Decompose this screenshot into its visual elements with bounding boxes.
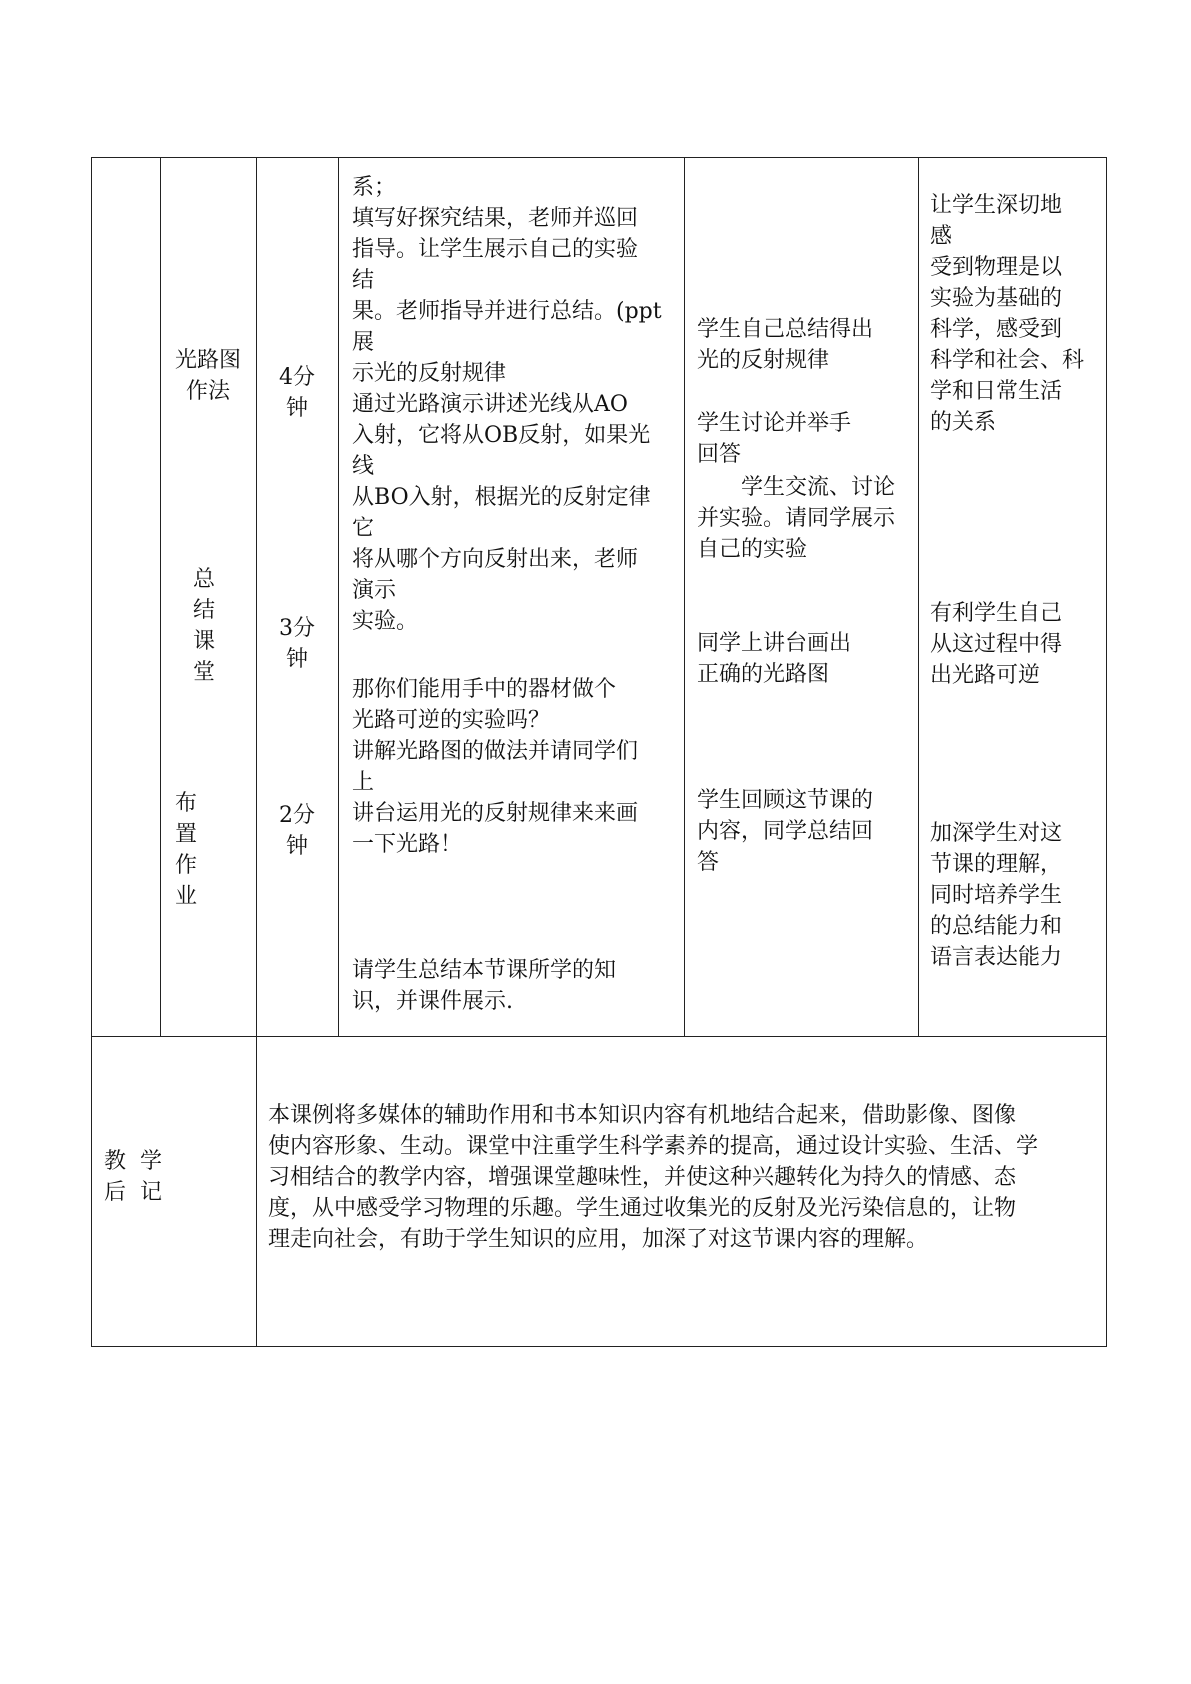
column-divider — [256, 157, 257, 1347]
table-bottom-border — [91, 1346, 1107, 1347]
table-top-border — [91, 157, 1107, 158]
teacher-activity-block-2: 那你们能用手中的器材做个 光路可逆的实验吗？ 讲解光路图的做法并请同学们 上 讲台运用光的反射规律来来画 一下光路！ — [352, 677, 639, 857]
teacher-activity-block-1: 系； 填写好探究结果，老师并巡回 指导。让学生展示自己的实验 结 果。老师指导并进行总结。(ppt 展 示光的反射规律 通过光路演示讲述光线从AO 入射，它将从OB反射，如果光 线 从BO入射，根据光的反射定律 它 将从哪个方向反射出来，老师 演示 实验。 — [352, 175, 662, 634]
stage-time-homework: 2分 钟 — [279, 803, 315, 859]
column-divider — [918, 157, 919, 1036]
table-right-border — [1106, 157, 1107, 1347]
student-activity-block-5: 学生回顾这节课的 内容，同学总结回 答 — [697, 788, 874, 875]
table-left-border — [91, 157, 92, 1347]
student-activity-block-2: 学生讨论并举手 回答 — [697, 411, 852, 467]
reflection-label: 教 学 后 记 — [104, 1149, 162, 1205]
column-divider — [338, 157, 339, 1036]
teacher-activity-block-3: 请学生总结本节课所学的知 识，并课件展示. — [352, 958, 617, 1014]
design-intent-block-1: 让学生深切地 感 受到物理是以 实验为基础的 科学，感受到 科学和社会、科 学和日常生活 的关系 — [930, 193, 1085, 435]
student-activity-block-3: 学生交流、讨论 并实验。请同学展示 自己的实验 — [697, 475, 896, 562]
stage-name-diagram: 光路图 作法 — [174, 348, 241, 404]
column-divider — [160, 157, 161, 1036]
row-divider — [91, 1036, 1107, 1037]
design-intent-block-3: 加深学生对这 节课的理解， 同时培养学生 的总结能力和 语言表达能力 — [930, 821, 1063, 970]
reflection-text: 本课例将多媒体的辅助作用和书本知识内容有机地结合起来，借助影像、图像 使内容形象、生动。课堂中注重学生科学素养的提高，通过设计实验、生活、学 习相结合的教学内容，增强课堂趣味性，并使这种兴趣转化为持久的情感、态 度，从中感受学习物理的乐趣。学生通过收集光的反射及光污染信息的，让物 理走向社会，有助于学生知识的应用，加深了对这节课内容的理解。 — [268, 1103, 1039, 1252]
column-divider — [684, 157, 685, 1036]
design-intent-block-2: 有利学生自己 从这过程中得 出光路可逆 — [930, 601, 1063, 688]
stage-name-summary: 总 结 课 堂 — [192, 567, 215, 685]
stage-time-diagram: 4分 钟 — [279, 365, 315, 421]
stage-time-summary: 3分 钟 — [279, 616, 315, 672]
student-activity-block-1: 学生自己总结得出 光的反射规律 — [697, 317, 874, 373]
student-activity-block-4: 同学上讲台画出 正确的光路图 — [697, 631, 852, 687]
stage-name-homework: 布 置 作 业 — [174, 791, 197, 909]
